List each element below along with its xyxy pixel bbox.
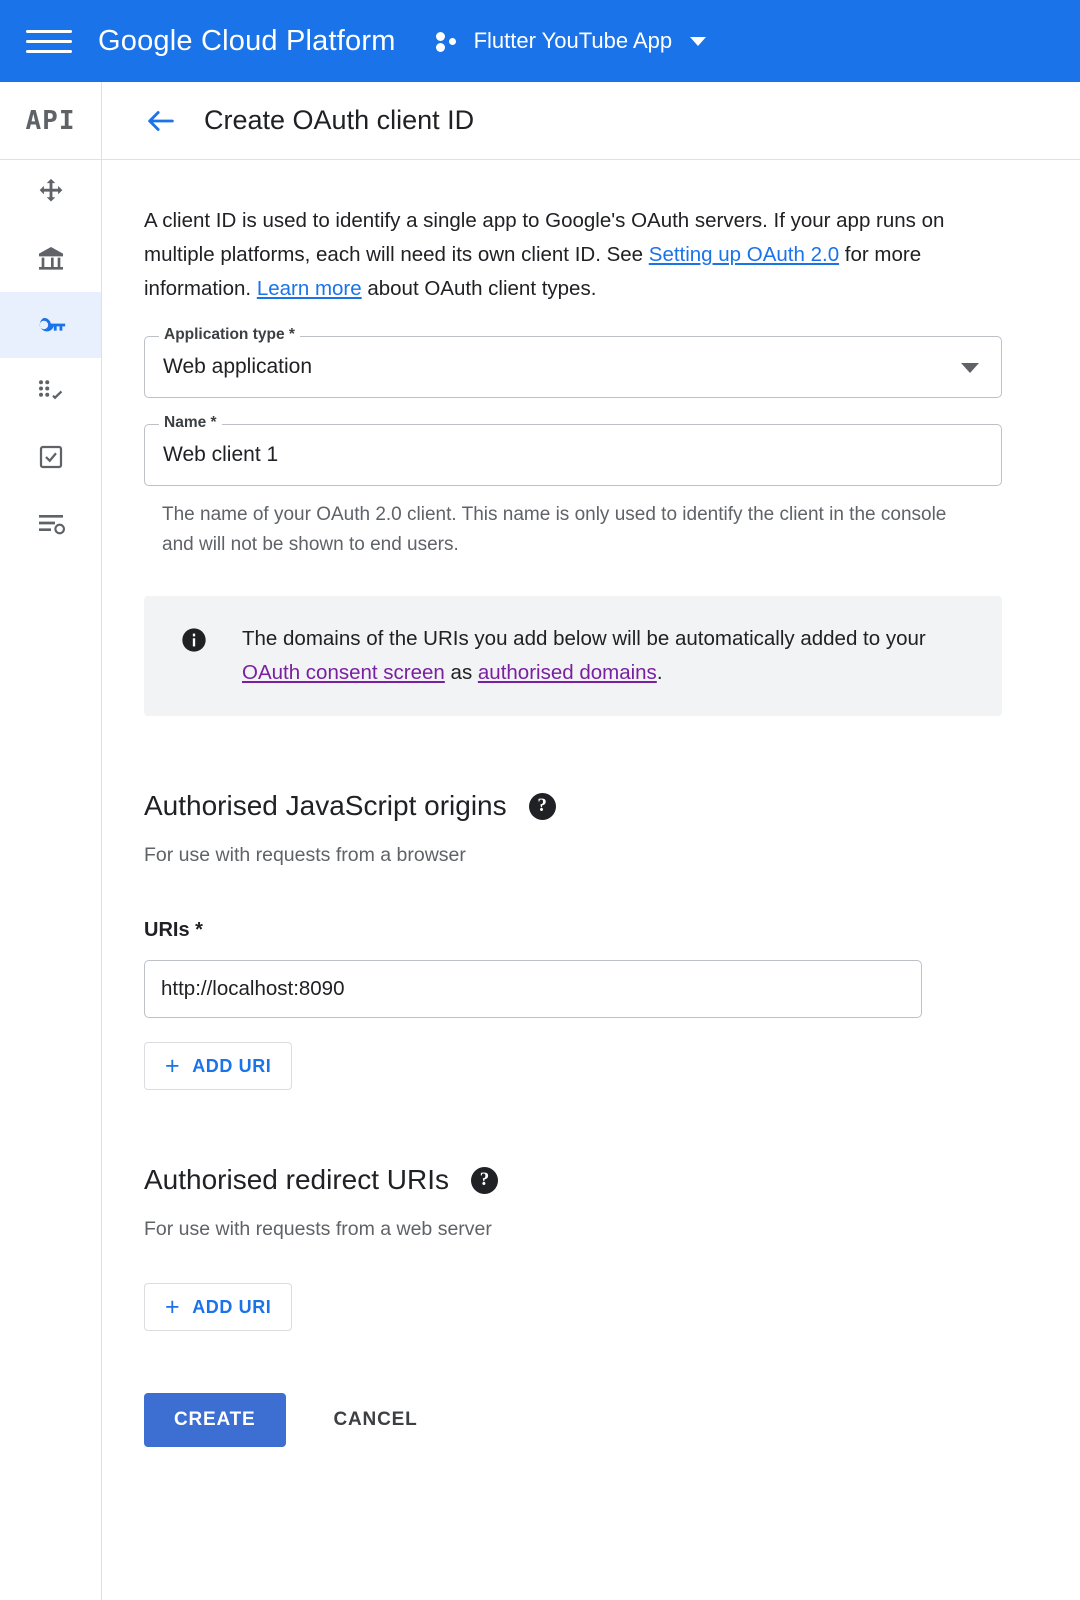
- js-origins-title: Authorised JavaScript origins: [144, 790, 507, 821]
- chevron-down-icon: [961, 363, 979, 373]
- redirect-uris-subtitle: For use with requests from a web server: [144, 1218, 492, 1240]
- learn-more-link[interactable]: Learn more: [256, 277, 362, 300]
- info-banner-text: [242, 622, 974, 690]
- hamburger-icon[interactable]: [26, 18, 72, 64]
- redirect-uris-title: Authorised redirect URIs: [144, 1164, 450, 1195]
- body-wrapper: [0, 82, 1080, 1600]
- chevron-down-icon: [690, 37, 706, 46]
- form-actions: [144, 1393, 1020, 1487]
- intro-text-2: for more information.: [144, 243, 922, 300]
- help-icon[interactable]: ?: [529, 793, 556, 820]
- sidebar-item-dashboard[interactable]: [0, 160, 101, 226]
- setting-up-oauth-link[interactable]: Setting up OAuth 2.0: [648, 243, 840, 266]
- application-type-value: Web application: [163, 355, 313, 378]
- redirect-uris-add-uri-button[interactable]: [144, 1283, 292, 1331]
- form-content: [102, 160, 1080, 1487]
- intro-paragraph: [144, 204, 1004, 306]
- sidebar-item-credentials[interactable]: [0, 292, 101, 358]
- info-text-1: The domains of the URIs you add below will be automatically added to your: [242, 627, 926, 650]
- intro-text-1: A client ID is used to identify a single app to Google's OAuth servers. If your app runs on multiple platforms, each will need its own client ID. See: [144, 209, 945, 266]
- dashboard-icon: [34, 176, 68, 210]
- sidebar-item-oauth-consent[interactable]: [0, 358, 101, 424]
- js-origins-subtitle: For use with requests from a browser: [144, 844, 466, 866]
- library-icon: [35, 243, 67, 275]
- js-origins-uris-label: URIs *: [144, 919, 203, 941]
- name-field-value: Web client 1: [163, 443, 279, 466]
- project-selector[interactable]: [436, 28, 707, 54]
- sidebar-item-page-usage[interactable]: [0, 490, 101, 556]
- js-origins-add-uri-button[interactable]: [144, 1042, 292, 1090]
- name-field-label: Name *: [159, 414, 222, 432]
- name-field[interactable]: [144, 414, 1002, 486]
- sidebar-item-library[interactable]: [0, 226, 101, 292]
- plus-icon: +: [165, 1051, 181, 1080]
- sidebar-api-label: API: [0, 82, 101, 160]
- page-usage-icon: [35, 507, 67, 539]
- plus-icon: +: [165, 1292, 181, 1321]
- create-button[interactable]: CREATE: [144, 1393, 286, 1447]
- verification-icon: [36, 442, 66, 472]
- application-type-select[interactable]: [144, 326, 1002, 398]
- redirect-uris-add-uri-label: ADD URI: [192, 1296, 272, 1317]
- top-app-bar: [0, 0, 1080, 82]
- page-title: Create OAuth client ID: [204, 105, 475, 135]
- js-origins-add-uri-label: ADD URI: [192, 1055, 272, 1076]
- info-banner: [144, 596, 1002, 716]
- authorised-domains-link[interactable]: authorised domains: [477, 661, 657, 684]
- page-header: [102, 82, 1080, 160]
- intro-text-3: about OAuth client types.: [361, 277, 597, 300]
- oauth-consent-screen-link[interactable]: OAuth consent screen: [242, 661, 445, 684]
- info-text-3: .: [656, 661, 663, 684]
- application-type-label: Application type *: [159, 326, 300, 344]
- project-name-label: Flutter YouTube App: [473, 28, 673, 53]
- help-icon[interactable]: ?: [471, 1167, 498, 1194]
- info-text-2: as: [444, 661, 478, 684]
- sidebar: [0, 82, 102, 1600]
- js-origins-uri-input[interactable]: [144, 960, 922, 1018]
- credentials-key-icon: [34, 308, 68, 342]
- brand-title: Google Cloud Platform: [98, 24, 396, 57]
- cancel-button[interactable]: CANCEL: [328, 1408, 424, 1432]
- js-origins-heading: [144, 790, 1020, 822]
- main-content: [102, 82, 1080, 1600]
- name-field-helper: The name of your OAuth 2.0 client. This name is only used to identify the client in the console and will not be shown to end users.: [162, 504, 947, 555]
- oauth-consent-icon: [36, 376, 66, 406]
- js-origins-uri-value: http://localhost:8090: [161, 977, 345, 1000]
- sidebar-item-domain-verification[interactable]: [0, 424, 101, 490]
- project-dots-icon: [436, 31, 460, 51]
- redirect-uris-heading: [144, 1164, 1020, 1196]
- info-icon: [180, 626, 208, 659]
- back-arrow-icon[interactable]: [144, 104, 178, 138]
